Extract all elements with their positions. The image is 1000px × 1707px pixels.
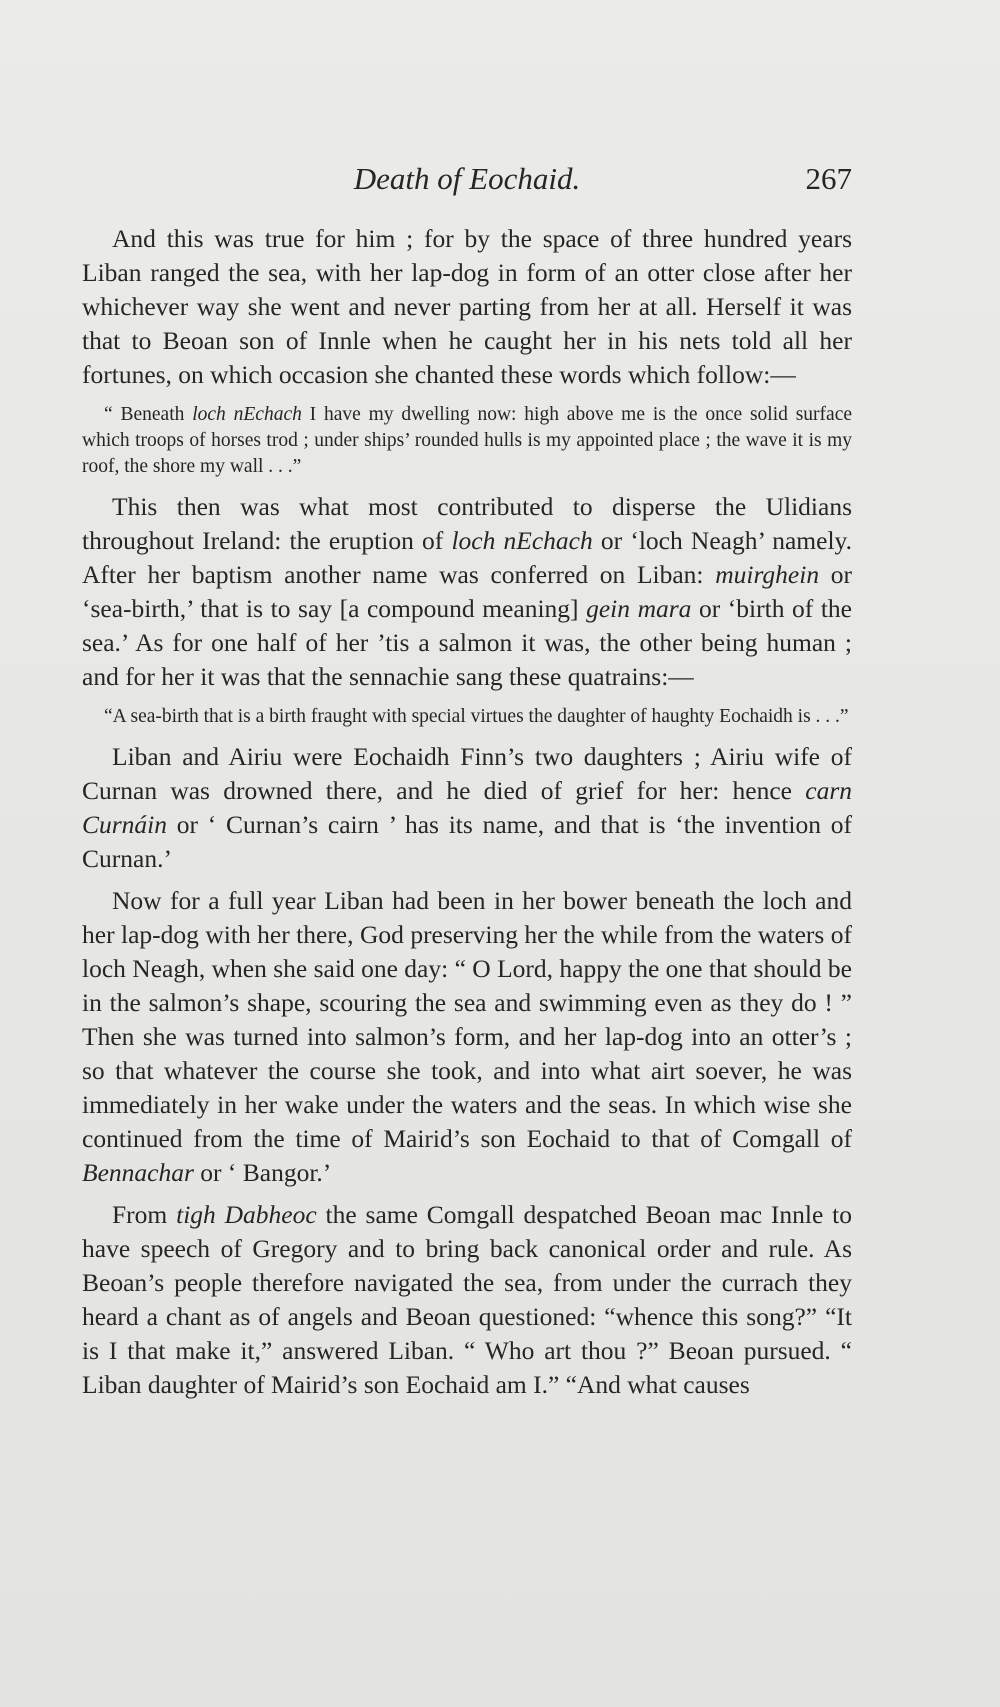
quote-2-text: “A sea-birth that is a birth fraught with special virtues the daughter of haughty Eochaidh is . . .” <box>104 706 849 727</box>
page-header <box>82 158 852 206</box>
paragraph-1-text: And this was true for him ; for by the space of three hundred years Liban ranged the sea, with her lap-dog in form of an otter close after her whichever way she went and never parting from her at all. Herself it was that to Beoan son of Innle when he caught her in his nets told all her fortunes, on which occasion she chanted these words which follow:— <box>82 224 852 389</box>
verse-quote-1 <box>82 402 852 480</box>
paragraph-1 <box>82 222 852 392</box>
verse-quote-2 <box>82 704 852 730</box>
paragraph-4-text-c: or ‘ Bangor.’ <box>193 1158 332 1187</box>
paragraph-3-italic-carn-curnain: carn Curnáin <box>82 776 852 839</box>
paragraph-5-italic-tigh-dabheoc: tigh Dabheoc <box>176 1200 317 1229</box>
paragraph-spacer <box>82 1190 852 1198</box>
paragraph-4-text-a: Now for a full year Liban had been in her bower beneath the loch and her lap-dog with her there, God preserving her the while from the waters of loch Neagh, when she said one day: “ O Lord, happy the one that should be in the salmon’s shape, scouring the sea and swimming even as they do ! ” Then she was turned into salmon’s form, and her lap-dog into an otter’s ; so that whatever the course she took, and into what airt soever, he was immediately in her wake under the waters and the seas. In which wise she continued from the time of Mairid’s son Eochaid to that of Comgall of <box>82 886 852 1153</box>
paragraph-5 <box>82 1198 852 1402</box>
paragraph-2-text-g: or ‘birth of the sea.’ As for one half of her ’tis a salmon it was, the other being human ; and for her it was that the sennachie sang these quatrains:— <box>82 594 852 691</box>
paragraph-2-text-a: This then was what most contributed to disperse the Ulidians throughout Ireland: the eruption of <box>82 492 852 555</box>
quote-1-text-a: “ Beneath <box>104 404 193 425</box>
page-number: 267 <box>805 161 852 196</box>
quote-1-text-c: I have my dwelling now: high above me is the once solid surface which troops of horses trod ; under ships’ rounded hulls is my appointed place ; the wave it is my roof, the shore my wall . . .” <box>82 404 853 477</box>
paragraph-4-italic-bennachar: Bennachar <box>82 1158 194 1187</box>
paragraph-2-text-e: or ‘sea-birth,’ that is to say [a compound meaning] <box>82 560 852 623</box>
paragraph-2 <box>82 490 852 694</box>
paragraph-2-text-c: or ‘loch Neagh’ namely. After her baptism another name was conferred on Liban: <box>82 526 853 589</box>
page-body <box>82 222 852 1402</box>
paragraph-3-text-c: or ‘ Curnan’s cairn ’ has its name, and that is ‘the invention of Curnan.’ <box>82 810 852 873</box>
paragraph-spacer <box>82 876 852 884</box>
paragraph-5-text-c: the same Comgall despatched Beoan mac Innle to have speech of Gregory and to bring back canonical order and rule. As Beoan’s people therefore navigated the sea, from under the currach they heard a chant as of angels and Beoan questioned: “whence this song?” “It is I that make it,” answered Liban. “ Who art thou ?” Beoan pursued. “ Liban daughter of Mairid’s son Eochaid am I.” “And what causes <box>82 1200 852 1399</box>
paragraph-2-italic-gein-mara: gein mara <box>586 594 692 623</box>
running-title: Death of Eochaid. <box>353 161 581 196</box>
paragraph-2-italic-loch-name: loch nEchach <box>451 526 593 555</box>
paragraph-3 <box>82 740 852 876</box>
paragraph-2-italic-muirghein: muirghein <box>715 560 820 589</box>
paragraph-4 <box>82 884 852 1190</box>
paragraph-3-text-a: Liban and Airiu were Eochaidh Finn’s two daughters ; Airiu wife of Curnan was drowned there, and he died of grief for her: hence <box>82 742 852 805</box>
quote-1-italic-place-name: loch nEchach <box>192 404 302 425</box>
paragraph-5-text-a: From <box>112 1200 177 1229</box>
